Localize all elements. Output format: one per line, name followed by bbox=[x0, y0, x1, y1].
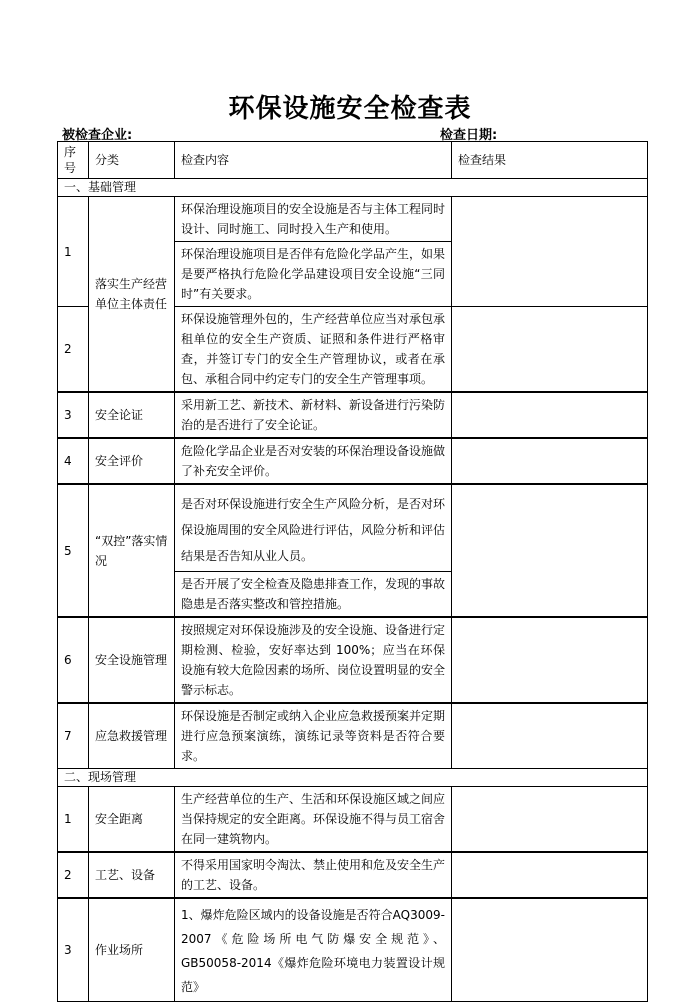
section-site-management: 二、现场管理 bbox=[58, 769, 648, 787]
row-content-part: 环保治理设施项目的安全设施是否与主体工程同时设计、同时施工、同时投入生产和使用。 bbox=[181, 202, 446, 236]
row-number: 7 bbox=[58, 703, 89, 769]
row-result-cell[interactable] bbox=[452, 852, 648, 898]
row-result-cell[interactable] bbox=[452, 898, 648, 1002]
table-row bbox=[58, 438, 648, 484]
row-content: 环保设施是否制定或纳入企业应急救援预案并定期进行应急预案演练，演练记录等资料是否符合要求。 bbox=[175, 703, 452, 769]
row-category: 安全距离 bbox=[89, 787, 175, 853]
row-category: “双控”落实情况 bbox=[89, 484, 175, 617]
row-number: 2 bbox=[58, 307, 89, 393]
row-result-cell[interactable] bbox=[452, 484, 648, 617]
row-content: 是否对环保设施进行安全生产风险分析，是否对环保设施周围的安全风险进行评估，风险分析和评估结果是否告知从业人员。 bbox=[175, 484, 452, 572]
row-number: 1 bbox=[58, 787, 89, 853]
table-row bbox=[58, 787, 648, 853]
row-number: 4 bbox=[58, 438, 89, 484]
row-result-cell[interactable] bbox=[452, 617, 648, 703]
section-basic-management: 一、基础管理 bbox=[58, 179, 648, 197]
row-result-cell[interactable] bbox=[452, 392, 648, 438]
inspection-date-label: 检查日期: bbox=[440, 128, 498, 143]
header-category: 分类 bbox=[89, 142, 175, 179]
row-category: 落实生产经营单位主体责任 bbox=[89, 197, 175, 393]
row-content: 环保设施管理外包的，生产经营单位应当对承包承租单位的安全生产资质、证照和条件进行严格审查，并签订专门的安全生产管理协议，或者在承包、承租合同中约定专门的安全生产管理事项。 bbox=[175, 307, 452, 393]
row-number: 1 bbox=[58, 197, 89, 307]
row-content: 不得采用国家明令淘汰、禁止使用和危及安全生产的工艺、设备。 bbox=[175, 852, 452, 898]
table-header-row bbox=[58, 142, 648, 179]
row-category: 应急救援管理 bbox=[89, 703, 175, 769]
enterprise-label: 被检查企业: bbox=[62, 128, 133, 143]
row-number: 6 bbox=[58, 617, 89, 703]
row-category: 安全设施管理 bbox=[89, 617, 175, 703]
table-row bbox=[58, 484, 648, 572]
row-content: 生产经营单位的生产、生活和环保设施区域之间应当保持规定的安全距离。环保设施不得与员工宿舍在同一建筑物内。 bbox=[175, 787, 452, 853]
row-number: 5 bbox=[58, 484, 89, 617]
section-row bbox=[58, 179, 648, 197]
document-title: 环保设施安全检查表 bbox=[228, 94, 472, 124]
table-row bbox=[58, 703, 648, 769]
table-row bbox=[58, 617, 648, 703]
row-result-cell[interactable] bbox=[452, 197, 648, 307]
row-number: 2 bbox=[58, 852, 89, 898]
row-content: 按照规定对环保设施涉及的安全设施、设备进行定期检测、检验，安好率达到 100%；应当在环保设施有较大危险因素的场所、岗位设置明显的安全警示标志。 bbox=[175, 617, 452, 703]
row-result-cell[interactable] bbox=[452, 703, 648, 769]
row-content: 1、爆炸危险区域内的设备设施是否符合AQ3009-2007《危险场所电气防爆安全规范》、GB50058-2014《爆炸危险环境电力装置设计规范》 bbox=[175, 898, 452, 1002]
table-row bbox=[58, 898, 648, 1002]
row-category: 安全论证 bbox=[89, 392, 175, 438]
row-number: 3 bbox=[58, 898, 89, 1002]
section-row bbox=[58, 769, 648, 787]
row-content-part: 环保治理设施项目是否伴有危险化学品产生，如果是要严格执行危险化学品建设项目安全设施“三同时”有关要求。 bbox=[181, 247, 446, 301]
row-result-cell[interactable] bbox=[452, 307, 648, 393]
row-category: 安全评价 bbox=[89, 438, 175, 484]
header-content: 检查内容 bbox=[175, 142, 452, 179]
table-row bbox=[58, 197, 648, 242]
row-result-cell[interactable] bbox=[452, 787, 648, 853]
inspection-table bbox=[57, 141, 648, 1002]
row-content bbox=[175, 197, 452, 242]
row-category: 工艺、设备 bbox=[89, 852, 175, 898]
table-row bbox=[58, 392, 648, 438]
row-content: 是否开展了安全检查及隐患排查工作，发现的事故隐患是否落实整改和管控措施。 bbox=[175, 572, 452, 618]
row-number: 3 bbox=[58, 392, 89, 438]
table-row bbox=[58, 852, 648, 898]
row-content: 危险化学品企业是否对安装的环保治理设备设施做了补充安全评价。 bbox=[175, 438, 452, 484]
row-content: 采用新工艺、新技术、新材料、新设备进行污染防治的是否进行了安全论证。 bbox=[175, 392, 452, 438]
row-result-cell[interactable] bbox=[452, 438, 648, 484]
row-content bbox=[175, 242, 452, 307]
header-result: 检查结果 bbox=[452, 142, 648, 179]
row-category: 作业场所 bbox=[89, 898, 175, 1002]
header-no: 序号 bbox=[58, 142, 89, 179]
